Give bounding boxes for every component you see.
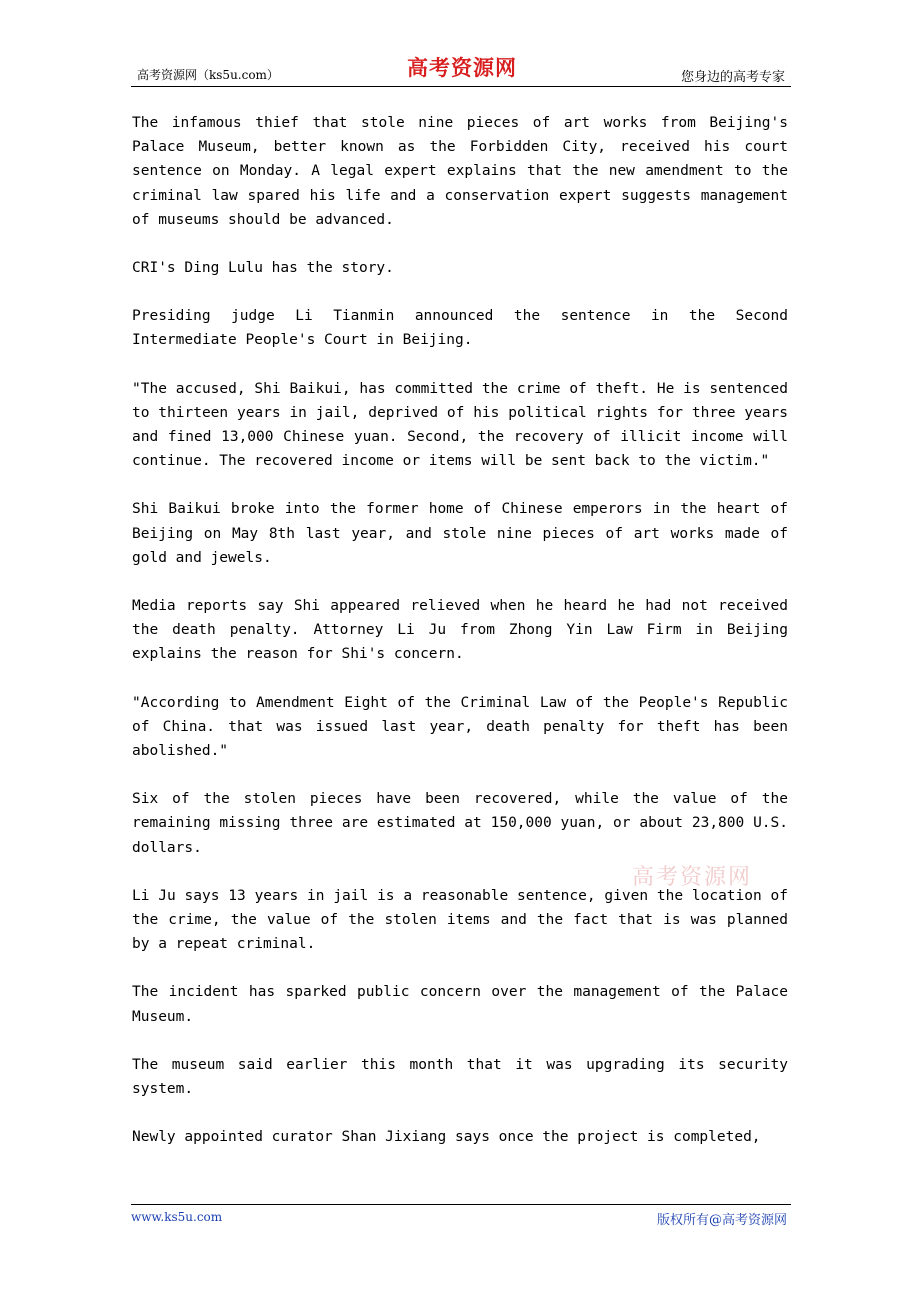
article-paragraph: Shi Baikui broke into the former home of Chinese emperors in the heart of Beijing on May 8th last year, and stole nine pieces of art works made of gold and jewels. [132,501,788,566]
footer-site-link[interactable]: www.ks5u.com [131,1210,223,1224]
article-body [132,111,788,1174]
article-paragraph: The infamous thief that stole nine pieces of art works from Beijing's Palace Museum, better known as the Forbidden City, received his court sentence on Monday. A legal expert explains that the new amendment to the criminal law spared his life and a conservation expert suggests management of museums should be advanced. [132,115,788,228]
article-paragraph: The museum said earlier this month that it was upgrading its security system. [132,1056,788,1098]
page-header [131,50,791,87]
article-paragraph: The incident has sparked public concern over the management of the Palace Museum. [132,984,788,1025]
footer-copyright: 版权所有@高考资源网 [656,1213,787,1228]
article-paragraph: Six of the stolen pieces have been recovered, while the value of the remaining missing three are estimated at 150,000 yuan, or about 23,800 U.S. dollars. [132,791,788,856]
site-logo: 高考资源网 [407,55,517,80]
page-footer [131,1204,791,1229]
header-site-name: 高考资源网（ks5u.com） [137,68,279,82]
article-paragraph: CRI's Ding Lulu has the story. [132,260,394,277]
article-paragraph: Media reports say Shi appeared relieved when he heard he had not received the death penalty. Attorney Li Ju from Zhong Yin Law Firm in Beijing explains the reason for Shi's concern. [132,598,788,663]
article-paragraph: Newly appointed curator Shan Jixiang says once the project is completed, [132,1129,761,1146]
article-paragraph: "The accused, Shi Baikui, has committed the crime of theft. He is sentenced to thirteen years in jail, deprived of his political rights for three years and fined 13,000 Chinese yuan. Second, the recovery of illicit income will continue. The recovered income or items will be sent back to the victim." [132,380,788,470]
header-slogan: 您身边的高考专家 [680,70,785,85]
article-paragraph: "According to Amendment Eight of the Criminal Law of the People's Republic of China. that was issued last year, death penalty for theft has been abolished." [132,694,788,760]
article-paragraph: Presiding judge Li Tianmin announced the sentence in the Second Intermediate People's Court in Beijing. [132,308,788,349]
article-paragraph: Li Ju says 13 years in jail is a reasonable sentence, given the location of the crime, the value of the stolen items and the fact that is was planned by a repeat criminal. [132,887,788,953]
watermark-logo: 高考资源网 [632,865,753,890]
